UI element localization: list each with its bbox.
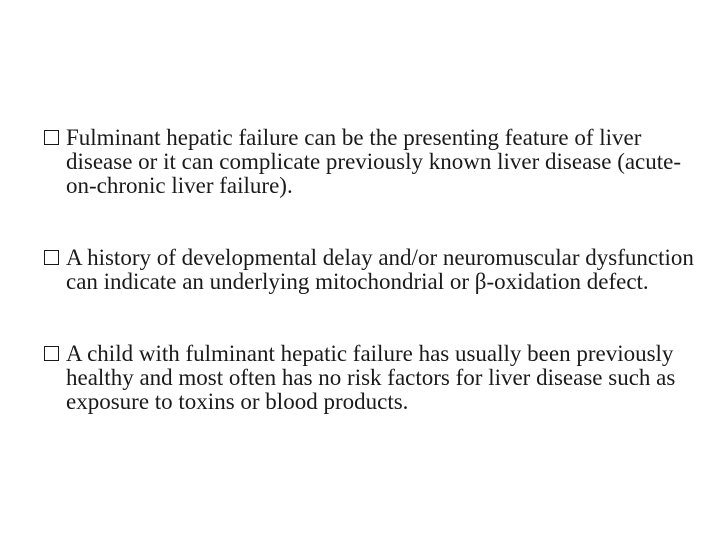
box-bullet-icon [44,250,59,265]
bullet-list [44,126,704,414]
bullet-item [44,342,704,414]
bullet-item [44,246,704,294]
bullet-text: A history of developmental delay and/or neuromuscular dysfunction can indicate an underlying mitochondrial or β-oxidation defect. [66,245,694,294]
box-bullet-icon [44,346,59,361]
bullet-item [44,126,704,198]
box-bullet-icon [44,130,59,145]
bullet-text: A child with fulminant hepatic failure has usually been previously healthy and most often has no risk factors for liver disease such as exposure to toxins or blood products. [66,341,676,414]
bullet-text: Fulminant hepatic failure can be the presenting feature of liver disease or it can complicate previously known liver disease (acute-on-chronic liver failure). [66,125,682,198]
